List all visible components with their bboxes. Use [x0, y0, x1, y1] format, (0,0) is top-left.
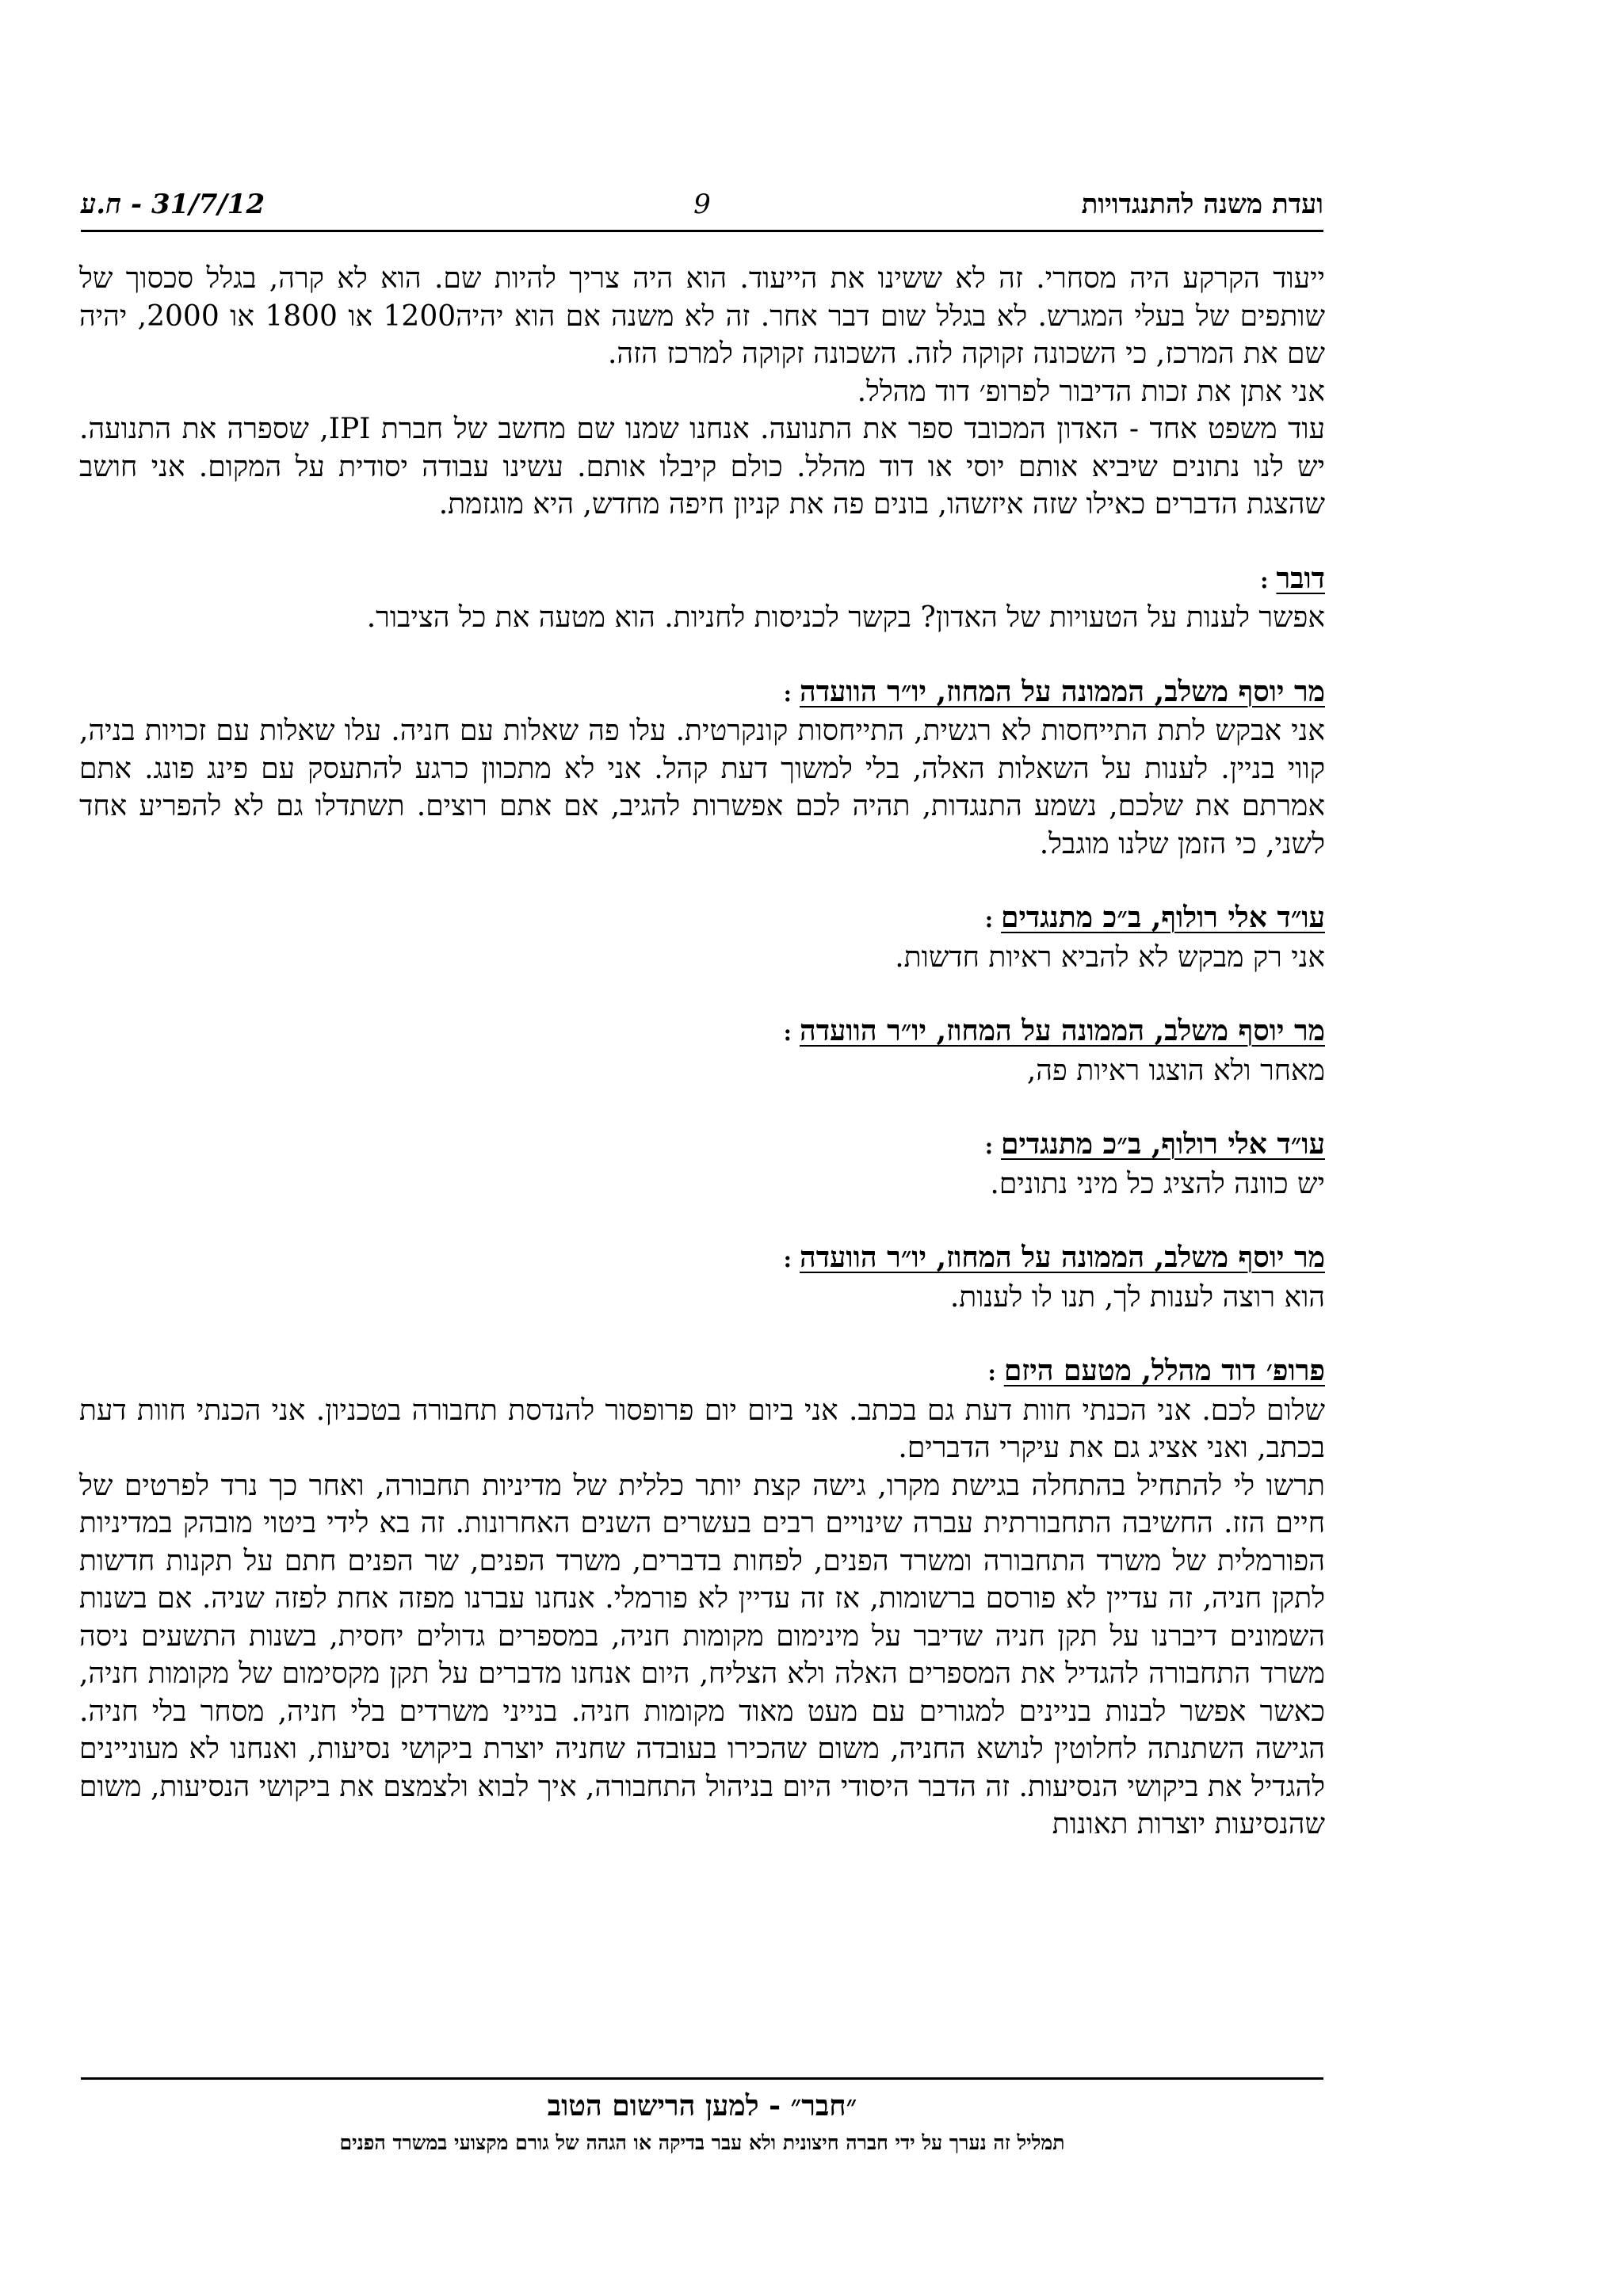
speaker-colon: : [984, 1133, 994, 1159]
speaker-line [79, 1126, 1325, 1165]
speaker-name: מר יוסף משלב, הממונה על המחוז, יו״ר הוועדה [800, 1241, 1325, 1274]
transcript-block [79, 260, 1325, 524]
speaker-line [79, 1239, 1325, 1279]
speaker-colon: : [783, 1020, 792, 1046]
speaker-name: מר יוסף משלב, הממונה על המחוז, יו״ר הוועדה [800, 1014, 1325, 1047]
paragraph: מאחר ולא הוצגו ראיות פה, [1026, 1054, 1325, 1087]
paragraph: עוד משפט אחד - האדון המכובד ספר את התנועה. אנחנו שמנו שם מחשב של חברת IPI, שספרה את התנועה. יש לנו נתונים שיביא אותם יוסי או דוד מהלל. כולם קיבלו אותם. עשינו עבודה יסודית על המקום. אני חושב שהצגת הדברים כאילו שזה איזשהו, בונים פה את קניון חיפה מחדש, היא מוגזמת. [79, 413, 1325, 521]
transcript-block [79, 1239, 1325, 1316]
page-number: 9 [693, 189, 711, 220]
speaker-line [79, 1013, 1325, 1052]
paragraph: ייעוד הקרקע היה מסחרי. זה לא ששינו את הייעוד. הוא היה צריך להיות שם. הוא לא קרה, בגלל סכסוך של שותפים של בעלי המגרש. לא בגלל שום דבר אחר. זה לא משנה אם הוא יהיה1200 או 1800 או 2000, יהיה שם את המרכז, כי השכונה זקוקה לזה. השכונה זקוקה למרכז הזה. [79, 262, 1325, 370]
paragraph: אני אתן את זכות הדיבור לפרופ׳ דוד מהלל. [857, 375, 1325, 408]
transcript-block [79, 1013, 1325, 1089]
speaker-name: עו״ד אלי רולוף, ב״כ מתנגדים [1001, 1127, 1325, 1161]
paragraph: שלום לכם. אני הכנתי חוות דעת גם בכתב. אני ביום יום פרופסור להנדסת תחבורה בטכניון. אני הכנתי חוות דעת בכתב, ואני אציג גם את עיקרי הדברים. [79, 1394, 1325, 1464]
page-header [81, 189, 1323, 233]
speaker-line [79, 560, 1325, 600]
speaker-line [79, 899, 1325, 939]
footer-disclaimer: תמליל זה נערך על ידי חברה חיצונית ולא עבר בדיקה או הגהה של גורם מקצועי במשרד הפנים [339, 2131, 1065, 2154]
transcript-block [79, 899, 1325, 976]
transcript-body [79, 260, 1325, 1844]
paragraph: תרשו לי להתחיל בהתחלה בגישת מקרו, גישה קצת יותר כללית של מדיניות תחבורה, ואחר כך נרד לפרטים של חיים הזז. החשיבה התחבורתית עברה שינויים רבים בעשרים השנים האחרונות. זה בא לידי ביטוי מובהק במדיניות הפורמלית של משרד התחבורה ומשרד הפנים, לפחות בדברים, משרד הפנים, שר הפנים חתם על תקנות חדשות לתקן חניה, זה עדיין לא פורסם ברשומות, אז זה עדיין לא פורמלי. אנחנו עברנו מפזה אחת לפזה שניה. אם בשנות השמונים דיברנו על תקן חניה שדיבר על מינימום מקומות חניה, במספרים גדולים יחסית, בשנות התשעים ניסה משרד התחבורה להגדיל את המספרים האלה ולא הצליח, היום אנחנו מדברים על תקן מקסימום של מקומות חניה, כאשר אפשר לבנות בניינים למגורים עם מעט מאוד מקומות חניה. בנייני משרדים בלי חניה, מסחר בלי חניה. הגישה השתנתה לחלוטין לנושא החניה, משום שהכירו בעובדה שחניה יוצרת ביקושי נסיעות, ואנחנו לא מעוניינים להגדיל את ביקושי הנסיעות. זה הדבר היסודי היום בניהול התחבורה, איך לבוא ולצמצם את ביקושי הנסיעות, משום שהנסיעות יוצרות תאונות [79, 1469, 1325, 1840]
speaker-name: דובר [1276, 561, 1325, 595]
paragraph: יש כוונה להציג כל מיני נתונים. [990, 1167, 1325, 1200]
speaker-colon: : [783, 680, 792, 707]
speaker-colon: : [783, 1246, 792, 1272]
speaker-colon: : [1260, 566, 1269, 593]
paragraph: אני אבקש לתת התייחסות לא רגשית, התייחסות קונקרטית. עלו פה שאלות עם חניה. עלו שאלות עם זכויות בניה, קווי בניין. לענות על השאלות האלה, בלי למשוך דעת קהל. אני לא מתכוון כרגע להתעסק עם פינג פונג. אתם אמרתם את שלכם, נשמע התנגדות, תהיה לכם אפשרות להגיב, אם אתם רוצים. תשתדלו גם לא להפריע אחד לשני, כי הזמן שלנו מוגבל. [79, 715, 1325, 860]
footer-divider [81, 2077, 1323, 2080]
speaker-name: מר יוסף משלב, הממונה על המחוז, יו״ר הוועדה [800, 674, 1325, 708]
speaker-name: פרופ׳ דוד מהלל, מטעם היזם [1003, 1354, 1325, 1387]
speaker-name: עו״ד אלי רולוף, ב״כ מתנגדים [1001, 901, 1325, 934]
speaker-colon: : [987, 1360, 996, 1386]
transcript-block [79, 560, 1325, 637]
speaker-line [79, 673, 1325, 713]
paragraph: הוא רוצה לענות לך, תנו לו לענות. [949, 1280, 1325, 1314]
transcript-block [79, 673, 1325, 864]
transcript-block [79, 1352, 1325, 1844]
paragraph: אפשר לענות על הטעויות של האדון? בקשר לכניסות לחניות. הוא מטעה את כל הציבור. [366, 601, 1325, 634]
footer-title: ״חבר״ - למען הרישום הטוב [547, 2089, 857, 2122]
date-initials: 31/7/12 - ח.ע [81, 189, 265, 220]
speaker-colon: : [984, 906, 994, 933]
transcript-block [79, 1126, 1325, 1203]
speaker-line [79, 1352, 1325, 1392]
paragraph: אני רק מבקש לא להביא ראיות חדשות. [895, 940, 1325, 974]
header-divider [81, 230, 1323, 232]
committee-name: ועדת משנה להתנגדויות [1081, 189, 1323, 220]
